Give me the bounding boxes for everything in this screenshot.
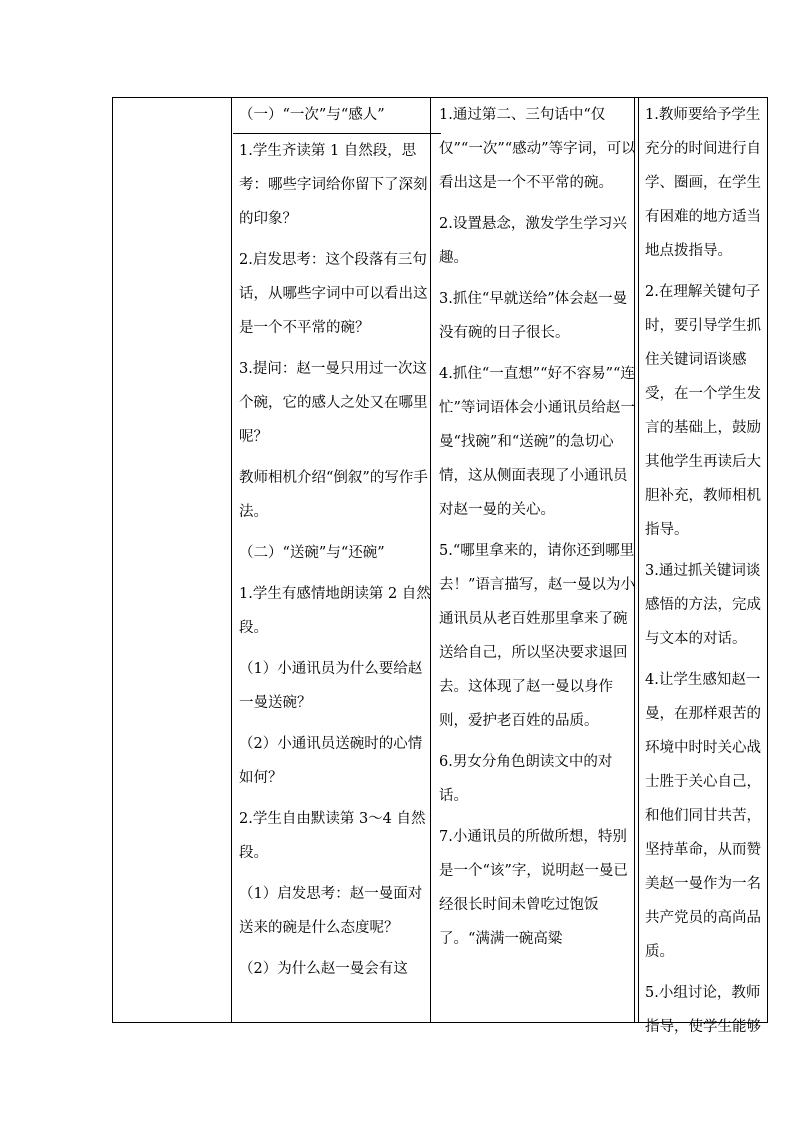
activity-paragraph: （1）小通讯员为什么要给赵一曼送碗？ <box>239 661 423 711</box>
table-cell-teaching-activities <box>233 98 441 1022</box>
intent-paragraph: 5.“哪里拿来的，请你还到哪里去！”语言描写，赵一曼以为小通讯员从老百姓那里拿来了碗送给自己，所以坚决要求退回去。这体现了赵一曼以身作则，爱护老百姓的品质。 <box>439 543 635 729</box>
activity-paragraph: 1.学生齐读第 1 自然段，思考：哪些字词给你留下了深刻的印象？ <box>239 143 428 227</box>
note-paragraph: 1.教师要给予学生充分的时间进行自学、圈画，在学生有困难的地方适当地点拨指导。 <box>645 107 761 259</box>
table-cell-design-intent <box>435 98 645 1022</box>
activity-paragraph: （2）小通讯员送碗时的心情如何？ <box>239 736 423 786</box>
intent-paragraph: 6.男女分角色朗读文中的对话。 <box>439 754 613 804</box>
activity-heading: （一）“一次”与“感人” <box>239 107 385 123</box>
column-divider <box>231 98 232 1022</box>
activity-heading: （二）“送碗”与“还碗” <box>239 545 385 561</box>
intent-paragraph: 2.设置悬念，激发学生学习兴趣。 <box>439 216 627 266</box>
activity-paragraph: 2.启发思考：这个段落有三句话，从哪些字词中可以看出这是一个不平常的碗？ <box>239 252 428 336</box>
intent-paragraph: 1.通过第二、三句话中“仅仅”“一次”“感动”等字词，可以看出这是一个不平常的碗。 <box>439 107 636 191</box>
table-cell-teaching-notes <box>641 98 773 1035</box>
intent-paragraph: 4.抓住“一直想”“好不容易”“连忙”等词语体会小通讯员给赵一曼“找碗”和“送碗”的急切心情，这从侧面表现了小通讯员对赵一曼的关心。 <box>439 366 635 518</box>
intent-paragraph: 7.小通讯员的所做所想，特别是一个“该”字，说明赵一曼已经很长时间未曾吃过饱饭了。“满满一碗高粱 <box>439 829 628 947</box>
activity-paragraph: （1）启发思考：赵一曼面对送来的碗是什么态度呢？ <box>239 886 423 936</box>
note-paragraph: 5.小组讨论，教师指导，使学生能够 <box>645 985 761 1035</box>
activity-paragraph: 1.学生有感情地朗读第 2 自然段。 <box>239 586 431 636</box>
table-cell-section <box>113 98 231 1022</box>
lesson-plan-table <box>112 97 768 1035</box>
activity-paragraph: 教师相机介绍“倒叙”的写作手法。 <box>239 470 428 520</box>
note-paragraph: 3.通过抓关键词谈感悟的方法，完成与文本的对话。 <box>645 563 761 647</box>
intent-paragraph: 3.抓住“早就送给”体会赵一曼没有碗的日子很长。 <box>439 291 628 341</box>
activity-paragraph: （2）为什么赵一曼会有这 <box>239 961 408 977</box>
activity-paragraph: 3.提问：赵一曼只用过一次这个碗，它的感人之处又在哪里呢？ <box>239 361 428 445</box>
note-paragraph: 2.在理解关键句子时，要引导学生抓住关键词语谈感受，在一个学生发言的基础上，鼓励其他学生再读后大胆补充，教师相机指导。 <box>645 284 761 538</box>
note-paragraph: 4.让学生感知赵一曼，在那样艰苦的环境中时时关心战士胜于关心自己，和他们同甘共苦，坚持革命，从而赞美赵一曼作为一名共产党员的高尚品质。 <box>645 672 761 960</box>
activity-paragraph: 2.学生自由默读第 3～4 自然段。 <box>239 811 426 861</box>
